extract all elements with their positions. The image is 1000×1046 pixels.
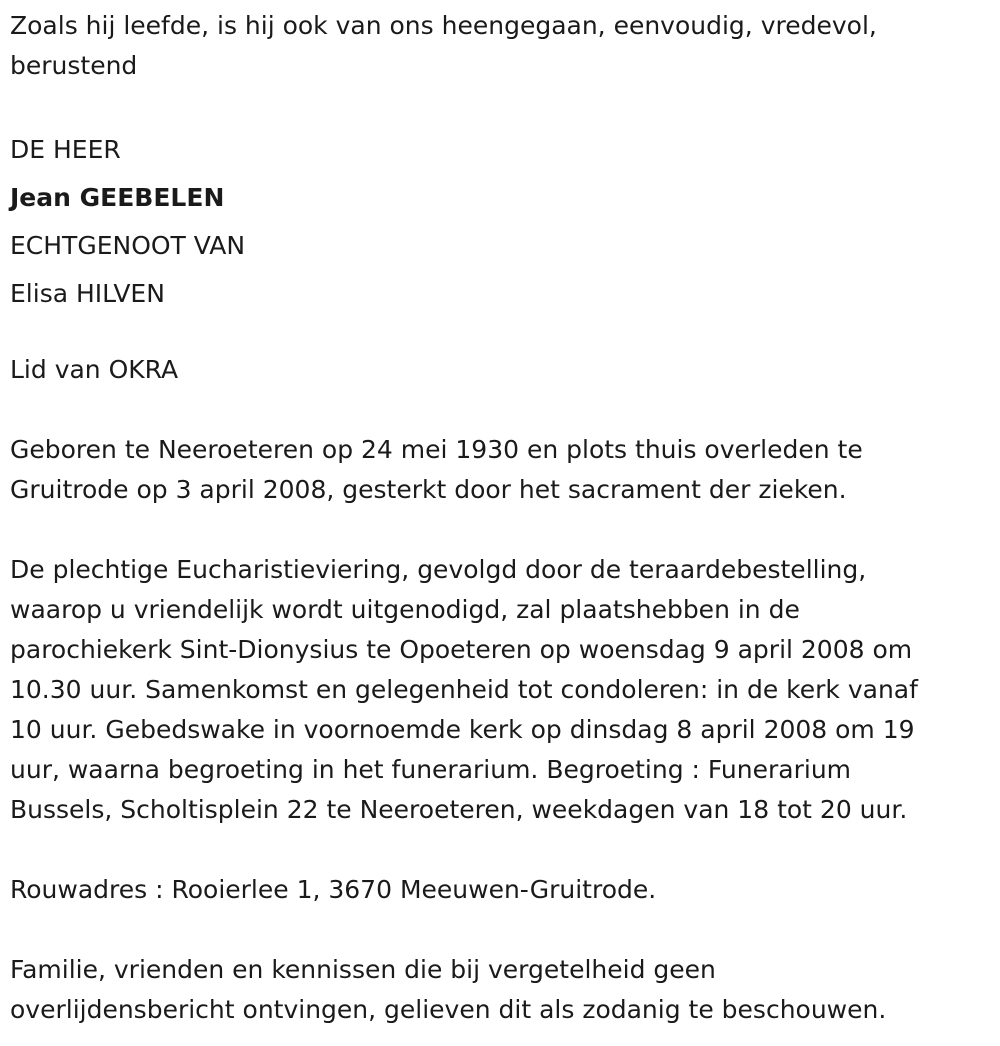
ceremony-line: waarop u vriendelijk wordt uitgenodigd, zal plaatshebben in de [10,595,800,624]
ceremony-line: uur, waarna begroeting in het funerarium. Begroeting : Funerarium [10,755,852,784]
ceremony-line: Bussels, Scholtisplein 22 te Neeroeteren, weekdagen van 18 tot 20 uur. [10,795,908,824]
deceased-name: Jean GEEBELEN [10,183,225,212]
membership-paragraph [10,350,985,390]
ceremony-line: 10 uur. Gebedswake in voornoemde kerk op dinsdag 8 april 2008 om 19 [10,715,915,744]
intro-line: Zoals hij leefde, is hij ook van ons heengegaan, eenvoudig, vredevol, [10,11,877,40]
ceremony-line: De plechtige Eucharistieviering, gevolgd door de teraardebestelling, [10,555,867,584]
ceremony-line: parochiekerk Sint-Dionysius te Opoeteren op woensdag 9 april 2008 om [10,635,913,664]
closing-paragraph [10,950,985,1030]
ceremony-paragraph [10,550,985,830]
closing-line: Familie, vrienden en kennissen die bij vergetelheid geen [10,955,716,984]
relation-label: ECHTGENOOT VAN [10,231,246,260]
birth-death-line: Gruitrode op 3 april 2008, gesterkt door het sacrament der zieken. [10,475,847,504]
membership-text: Lid van OKRA [10,355,179,384]
name-block [10,126,985,318]
address-paragraph [10,870,985,910]
closing-line: overlijdensbericht ontvingen, gelieven dit als zodanig te beschouwen. [10,995,887,1024]
mourning-address: Rouwadres : Rooierlee 1, 3670 Meeuwen-Gruitrode. [10,875,657,904]
birth-death-paragraph [10,430,985,510]
birth-death-line: Geboren te Neeroeteren op 24 mei 1930 en plots thuis overleden te [10,435,863,464]
honorific-title: DE HEER [10,135,121,164]
spouse-name: Elisa HILVEN [10,279,165,308]
intro-line: berustend [10,51,138,80]
intro-paragraph [10,6,985,86]
ceremony-line: 10.30 uur. Samenkomst en gelegenheid tot condoleren: in de kerk vanaf [10,675,918,704]
